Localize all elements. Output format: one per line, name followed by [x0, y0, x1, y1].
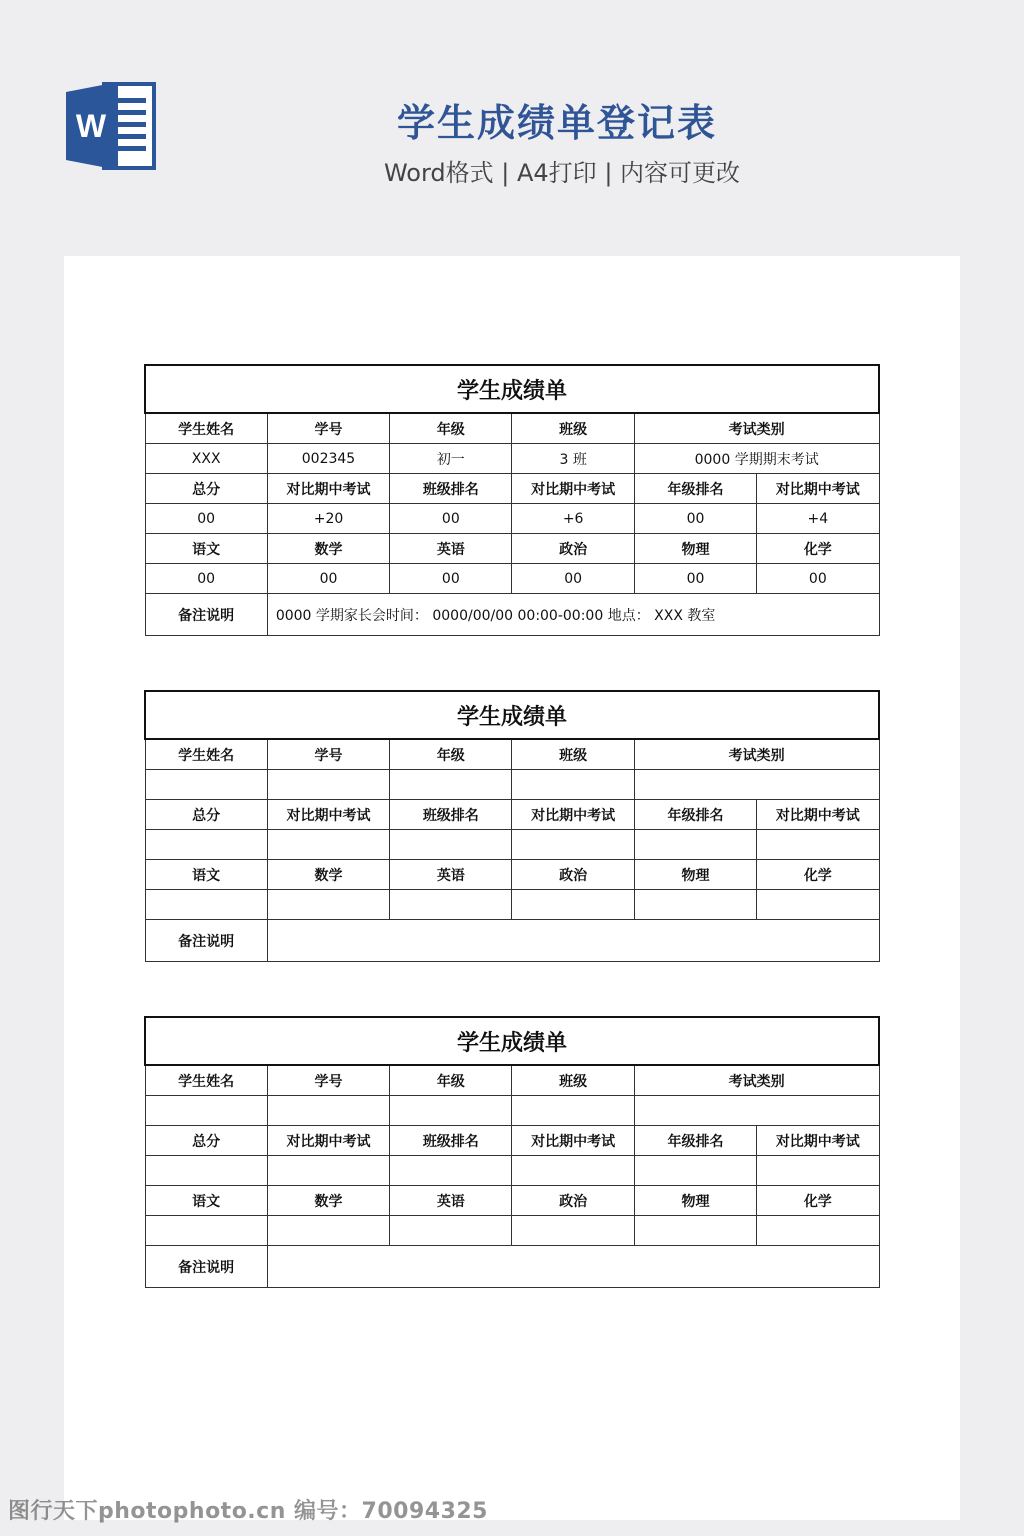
header-cell: 英语: [390, 860, 512, 890]
value-cell: +6: [512, 504, 634, 534]
value-cell[interactable]: [390, 1216, 512, 1246]
value-cell[interactable]: [145, 770, 267, 800]
header-cell: 年级: [390, 413, 512, 444]
document-paper: [64, 256, 960, 1520]
header-cell: 班级排名: [390, 1126, 512, 1156]
remark-value[interactable]: [267, 920, 879, 962]
grade-table: [144, 364, 880, 636]
header-cell: 政治: [512, 534, 634, 564]
header-cell: 对比期中考试: [267, 474, 389, 504]
value-cell[interactable]: [634, 1156, 756, 1186]
value-cell[interactable]: [634, 770, 879, 800]
page-subtitle: Word格式 | A4打印 | 内容可更改: [383, 159, 741, 187]
header-cell: 化学: [757, 534, 879, 564]
header-cell: 学号: [267, 1065, 389, 1096]
value-cell: 00: [390, 564, 512, 594]
value-cell: +20: [267, 504, 389, 534]
value-cell: 00: [145, 564, 267, 594]
header-cell: 物理: [634, 534, 756, 564]
header-cell: 学生姓名: [145, 739, 267, 770]
value-cell: 00: [634, 564, 756, 594]
header-cell: 班级: [512, 413, 634, 444]
value-cell[interactable]: [145, 830, 267, 860]
value-cell: XXX: [145, 444, 267, 474]
value-cell[interactable]: [267, 1156, 389, 1186]
header-cell: 学生姓名: [145, 1065, 267, 1096]
value-cell: 00: [634, 504, 756, 534]
value-cell[interactable]: [390, 1156, 512, 1186]
header-cell: 年级排名: [634, 1126, 756, 1156]
remark-label: 备注说明: [145, 1246, 267, 1288]
header-cell: 班级排名: [390, 800, 512, 830]
value-cell[interactable]: [267, 1216, 389, 1246]
header-cell: 语文: [145, 860, 267, 890]
header-cell: 年级排名: [634, 800, 756, 830]
header-cell: 考试类别: [634, 739, 879, 770]
header-cell: 对比期中考试: [757, 1126, 879, 1156]
header-cell: 物理: [634, 860, 756, 890]
header-cell: 总分: [145, 474, 267, 504]
watermark: 图行天下photophoto.cn 编号：70094325: [8, 1499, 488, 1524]
header-cell: 对比期中考试: [512, 474, 634, 504]
header-cell: 数学: [267, 1186, 389, 1216]
value-cell: 00: [267, 564, 389, 594]
header-cell: 班级: [512, 739, 634, 770]
header-cell: 数学: [267, 860, 389, 890]
table-caption: 学生成绩单: [145, 365, 879, 413]
header-cell: 年级: [390, 739, 512, 770]
table-caption: 学生成绩单: [145, 691, 879, 739]
value-cell[interactable]: [267, 890, 389, 920]
grade-table: [144, 1016, 880, 1288]
header-cell: 考试类别: [634, 413, 879, 444]
value-cell[interactable]: [757, 1216, 879, 1246]
value-cell[interactable]: [390, 890, 512, 920]
page-title: 学生成绩单登记表: [396, 101, 717, 145]
header-cell: 对比期中考试: [512, 1126, 634, 1156]
header-cell: 对比期中考试: [267, 1126, 389, 1156]
value-cell: 002345: [267, 444, 389, 474]
value-cell[interactable]: [512, 830, 634, 860]
value-cell[interactable]: [390, 770, 512, 800]
header-cell: 数学: [267, 534, 389, 564]
value-cell: 00: [512, 564, 634, 594]
table-caption: 学生成绩单: [145, 1017, 879, 1065]
header-cell: 语文: [145, 1186, 267, 1216]
value-cell[interactable]: [512, 1096, 634, 1126]
header-cell: 对比期中考试: [267, 800, 389, 830]
header-cell: 英语: [390, 534, 512, 564]
header-cell: 年级排名: [634, 474, 756, 504]
remark-value[interactable]: [267, 1246, 879, 1288]
value-cell[interactable]: [634, 890, 756, 920]
value-cell: 00: [390, 504, 512, 534]
value-cell[interactable]: [512, 890, 634, 920]
value-cell[interactable]: [512, 1216, 634, 1246]
header-cell: 政治: [512, 860, 634, 890]
value-cell[interactable]: [512, 770, 634, 800]
value-cell[interactable]: [390, 1096, 512, 1126]
value-cell[interactable]: [634, 1216, 756, 1246]
value-cell[interactable]: [390, 830, 512, 860]
remark-value: 0000 学期家长会时间： 0000/00/00 00:00-00:00 地点： XXX 教室: [267, 594, 879, 636]
header-cell: 对比期中考试: [757, 800, 879, 830]
header-cell: 英语: [390, 1186, 512, 1216]
value-cell[interactable]: [267, 830, 389, 860]
header-cell: 化学: [757, 860, 879, 890]
value-cell[interactable]: [757, 890, 879, 920]
value-cell[interactable]: [512, 1156, 634, 1186]
header-cell: 语文: [145, 534, 267, 564]
value-cell[interactable]: [267, 1096, 389, 1126]
header-cell: 化学: [757, 1186, 879, 1216]
value-cell[interactable]: [145, 1096, 267, 1126]
header-cell: 对比期中考试: [757, 474, 879, 504]
value-cell: 00: [757, 564, 879, 594]
value-cell: +4: [757, 504, 879, 534]
value-cell[interactable]: [634, 830, 756, 860]
header-cell: 学号: [267, 739, 389, 770]
header-cell: 年级: [390, 1065, 512, 1096]
value-cell[interactable]: [267, 770, 389, 800]
header-cell: 对比期中考试: [512, 800, 634, 830]
value-cell[interactable]: [757, 830, 879, 860]
grade-table: [144, 690, 880, 962]
header-cell: 总分: [145, 800, 267, 830]
header-cell: 政治: [512, 1186, 634, 1216]
value-cell[interactable]: [145, 1216, 267, 1246]
header-cell: 考试类别: [634, 1065, 879, 1096]
value-cell: 3 班: [512, 444, 634, 474]
value-cell[interactable]: [145, 890, 267, 920]
word-logo-letter: W: [75, 108, 107, 144]
header-cell: 总分: [145, 1126, 267, 1156]
header-cell: 物理: [634, 1186, 756, 1216]
header-cell: 班级: [512, 1065, 634, 1096]
header-cell: 班级排名: [390, 474, 512, 504]
remark-label: 备注说明: [145, 920, 267, 962]
value-cell: 00: [145, 504, 267, 534]
header-cell: 学号: [267, 413, 389, 444]
value-cell: 初一: [390, 444, 512, 474]
value-cell: 0000 学期期末考试: [634, 444, 879, 474]
header-cell: 学生姓名: [145, 413, 267, 444]
value-cell[interactable]: [634, 1096, 879, 1126]
value-cell[interactable]: [145, 1156, 267, 1186]
value-cell[interactable]: [757, 1156, 879, 1186]
remark-label: 备注说明: [145, 594, 267, 636]
